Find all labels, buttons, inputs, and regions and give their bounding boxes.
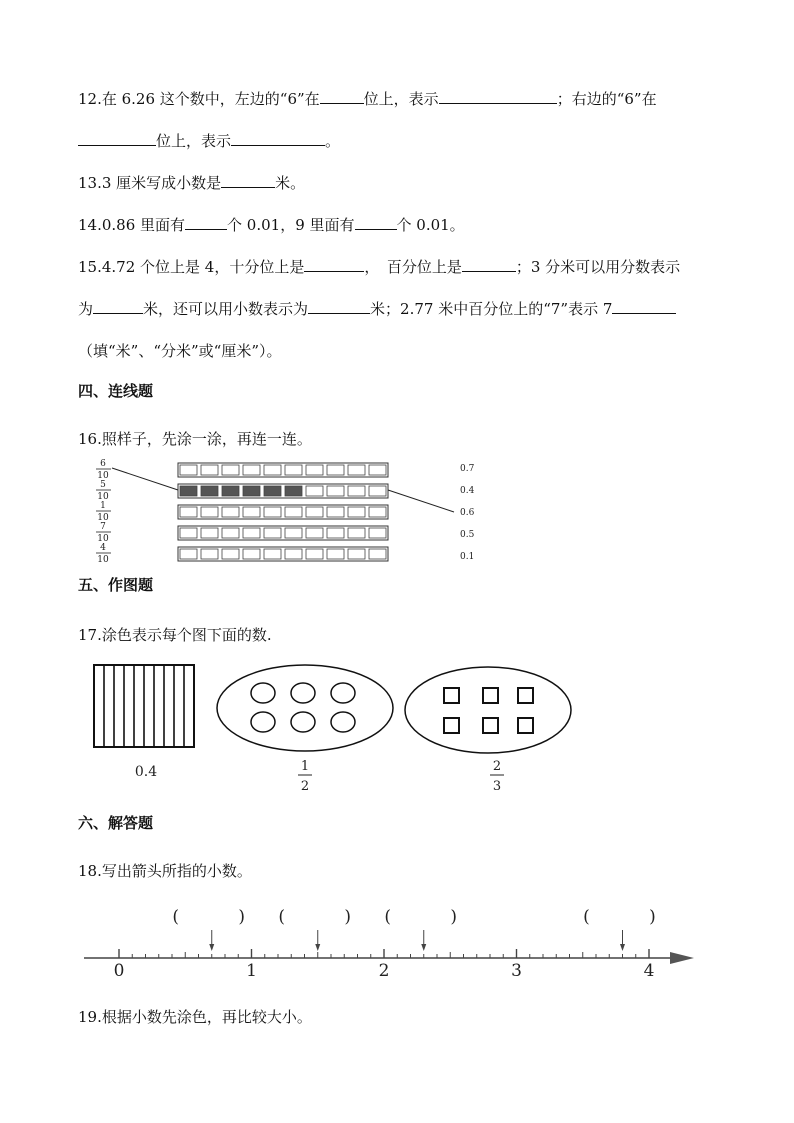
grid-cell[interactable] xyxy=(369,507,386,517)
grid-cell[interactable] xyxy=(348,486,365,496)
tick-label: 2 xyxy=(378,961,390,981)
grid-cell[interactable] xyxy=(243,507,260,517)
pointer-arrow xyxy=(209,930,214,951)
grid-cell[interactable] xyxy=(348,528,365,538)
fraction-numerator: 7 xyxy=(100,522,106,532)
q17-label-3-den: 3 xyxy=(492,779,502,794)
svg-text:(: ( xyxy=(172,907,180,927)
q17-ellipse-circles[interactable] xyxy=(217,665,393,751)
decimal-option: 0.1 xyxy=(460,552,475,562)
svg-text:(: ( xyxy=(583,907,590,927)
q15-line1 xyxy=(78,256,680,277)
svg-text:): ) xyxy=(649,907,656,927)
small-circle[interactable] xyxy=(331,712,355,732)
grid-cell[interactable] xyxy=(369,528,386,538)
grid-cell[interactable] xyxy=(327,465,344,475)
grid-cell[interactable] xyxy=(348,507,365,517)
small-square[interactable] xyxy=(483,718,498,733)
q14-text-1: 14.0.86 里面有 xyxy=(78,216,186,234)
pointer-arrow xyxy=(620,930,625,951)
small-square[interactable] xyxy=(483,688,498,703)
q17-prompt: 17.涂色表示每个图下面的数. xyxy=(78,626,272,644)
small-square[interactable] xyxy=(444,718,459,733)
small-circle[interactable] xyxy=(251,712,275,732)
q15-blank-2[interactable] xyxy=(462,257,516,272)
q14-text-3: 个 0.01。 xyxy=(396,216,465,234)
tick-label: 4 xyxy=(643,961,655,981)
fraction-denominator: 10 xyxy=(97,492,109,502)
q17-label-2-den: 2 xyxy=(300,779,310,794)
grid-cell[interactable] xyxy=(327,549,344,559)
decimal-option: 0.6 xyxy=(460,508,475,518)
q15-text-7: （填“米”、“分米”或“厘米”）。 xyxy=(78,342,282,360)
grid-cell[interactable] xyxy=(180,507,197,517)
q15-line3 xyxy=(78,340,282,361)
small-circle[interactable] xyxy=(291,683,315,703)
fraction-denominator: 10 xyxy=(97,471,109,481)
grid-cell[interactable] xyxy=(243,486,260,496)
q12-blank-2[interactable] xyxy=(439,89,557,104)
answer-parentheses[interactable] xyxy=(583,907,656,927)
grid-cell[interactable] xyxy=(264,549,281,559)
grid-cell[interactable] xyxy=(348,549,365,559)
small-circle[interactable] xyxy=(331,683,355,703)
grid-cell[interactable] xyxy=(348,465,365,475)
q13-text-1: 13.3 厘米写成小数是 xyxy=(78,174,222,192)
grid-cell[interactable] xyxy=(306,507,323,517)
q12-text-1: 12.在 6.26 这个数中，左边的“6”在 xyxy=(78,90,320,108)
fraction-denominator: 10 xyxy=(97,555,109,565)
q12-text-3: ；右边的“6”在 xyxy=(556,90,657,108)
grid-cell[interactable] xyxy=(222,486,239,496)
grid-cell[interactable] xyxy=(264,528,281,538)
fraction-numerator: 1 xyxy=(100,501,106,511)
answer-parentheses[interactable] xyxy=(278,907,351,927)
decimal-option: 0.5 xyxy=(460,530,475,540)
grid-cell[interactable] xyxy=(285,465,302,475)
q15-text-2: ， 百分位上是 xyxy=(364,258,462,276)
grid-cell[interactable] xyxy=(222,549,239,559)
q15-text-6: 米；2.77 米中百分位上的“7”表示 7 xyxy=(370,300,613,318)
grid-strip[interactable] xyxy=(178,547,388,561)
q14-text-2: 个 0.01，9 里面有 xyxy=(227,216,355,234)
grid-cell[interactable] xyxy=(306,465,323,475)
fraction-numerator: 5 xyxy=(100,480,106,490)
grid-strip[interactable] xyxy=(178,463,388,477)
grid-cell[interactable] xyxy=(201,528,218,538)
q12-blank-1[interactable] xyxy=(320,89,364,104)
pointer-arrow xyxy=(315,930,320,951)
q17-ellipse-squares[interactable] xyxy=(405,667,571,753)
q15-blank-5[interactable] xyxy=(612,299,676,314)
grid-cell[interactable] xyxy=(201,465,218,475)
grid-cell[interactable] xyxy=(222,465,239,475)
grid-cell[interactable] xyxy=(201,507,218,517)
decimal-option: 0.4 xyxy=(460,486,475,496)
section6-heading: 六、解答题 xyxy=(78,814,154,832)
small-square[interactable] xyxy=(444,688,459,703)
pointer-arrow xyxy=(421,930,426,951)
tick-label: 3 xyxy=(511,961,522,981)
tick-label: 0 xyxy=(113,961,125,981)
small-circle[interactable] xyxy=(291,712,315,732)
q12-line1 xyxy=(78,88,657,109)
grid-cell[interactable] xyxy=(243,549,260,559)
q12-blank-3[interactable] xyxy=(78,131,156,146)
q13-blank[interactable] xyxy=(221,173,275,188)
grid-cell[interactable] xyxy=(369,486,386,496)
grid-cell[interactable] xyxy=(180,486,197,496)
q17-label-2-num: 1 xyxy=(300,759,310,774)
grid-cell[interactable] xyxy=(180,465,197,475)
answer-parentheses[interactable] xyxy=(172,907,245,927)
grid-cell[interactable] xyxy=(243,528,260,538)
tick-label: 1 xyxy=(246,961,257,981)
q19-prompt: 19.根据小数先涂色，再比较大小。 xyxy=(78,1008,312,1026)
q17-label-1: 0.4 xyxy=(134,764,158,780)
fraction-denominator: 10 xyxy=(97,513,109,523)
grid-cell[interactable] xyxy=(243,465,260,475)
grid-strip[interactable] xyxy=(178,484,388,498)
grid-cell[interactable] xyxy=(285,528,302,538)
q17-label-3-num: 2 xyxy=(492,759,502,774)
decimal-option: 0.7 xyxy=(460,464,475,474)
grid-cell[interactable] xyxy=(369,465,386,475)
q13-text-2: 米。 xyxy=(275,174,306,192)
grid-cell[interactable] xyxy=(201,549,218,559)
q14-line xyxy=(78,214,465,235)
grid-cell[interactable] xyxy=(222,528,239,538)
q12-text-2: 位上，表示 xyxy=(363,90,439,108)
q17-figures xyxy=(0,660,794,800)
grid-cell[interactable] xyxy=(285,549,302,559)
q12-text-5: 。 xyxy=(325,132,341,150)
small-square[interactable] xyxy=(518,718,533,733)
grid-cell[interactable] xyxy=(222,507,239,517)
fraction-denominator: 10 xyxy=(97,534,109,544)
q18-prompt: 18.写出箭头所指的小数。 xyxy=(78,862,252,880)
grid-cell[interactable] xyxy=(264,465,281,475)
q17-rect-figure[interactable] xyxy=(94,665,194,747)
grid-cell[interactable] xyxy=(264,507,281,517)
grid-strip[interactable] xyxy=(178,526,388,540)
q15-text-1: 15.4.72 个位上是 4，十分位上是 xyxy=(78,258,305,276)
grid-cell[interactable] xyxy=(285,507,302,517)
q15-line2 xyxy=(78,298,676,319)
svg-text:): ) xyxy=(344,907,352,927)
grid-cell[interactable] xyxy=(327,486,344,496)
grid-cell[interactable] xyxy=(264,486,281,496)
svg-text:): ) xyxy=(450,907,458,927)
q15-text-3: ；3 分米可以用分数表示 xyxy=(515,258,681,276)
q16-example-line-left xyxy=(112,468,178,490)
q13-line xyxy=(78,172,305,193)
q15-text-5: 米，还可以用小数表示为 xyxy=(143,300,309,318)
section5-heading: 五、作图题 xyxy=(78,576,154,594)
answer-parentheses[interactable] xyxy=(384,907,457,927)
q14-blank-2[interactable] xyxy=(355,215,397,230)
q17-label-2 xyxy=(298,759,312,794)
grid-cell[interactable] xyxy=(306,486,323,496)
grid-cell[interactable] xyxy=(180,528,197,538)
grid-cell[interactable] xyxy=(306,528,323,538)
q12-text-4: 位上，表示 xyxy=(156,132,232,150)
q16-matching-figure xyxy=(0,456,794,576)
grid-cell[interactable] xyxy=(285,486,302,496)
small-square[interactable] xyxy=(518,688,533,703)
svg-text:): ) xyxy=(238,907,246,927)
q15-blank-3[interactable] xyxy=(93,299,143,314)
grid-cell[interactable] xyxy=(306,549,323,559)
q18-number-line xyxy=(0,900,794,990)
small-circle[interactable] xyxy=(251,683,275,703)
q14-blank-1[interactable] xyxy=(185,215,227,230)
svg-text:(: ( xyxy=(384,907,392,927)
grid-cell[interactable] xyxy=(327,507,344,517)
q16-prompt: 16.照样子，先涂一涂，再连一连。 xyxy=(78,430,312,448)
q12-blank-4[interactable] xyxy=(231,131,325,146)
section4-heading: 四、连线题 xyxy=(78,382,154,400)
fraction-numerator: 6 xyxy=(100,459,106,469)
q12-line2 xyxy=(78,130,340,151)
grid-cell[interactable] xyxy=(369,549,386,559)
q15-blank-4[interactable] xyxy=(308,299,370,314)
grid-strip[interactable] xyxy=(178,505,388,519)
q16-example-line-right xyxy=(388,490,454,512)
q15-blank-1[interactable] xyxy=(304,257,364,272)
q15-text-4: 为 xyxy=(78,300,94,318)
number-line-arrowhead xyxy=(670,952,694,964)
grid-cell[interactable] xyxy=(327,528,344,538)
fraction-numerator: 4 xyxy=(100,543,106,553)
grid-cell[interactable] xyxy=(201,486,218,496)
svg-text:(: ( xyxy=(278,907,286,927)
q17-label-3 xyxy=(490,759,504,794)
grid-cell[interactable] xyxy=(180,549,197,559)
